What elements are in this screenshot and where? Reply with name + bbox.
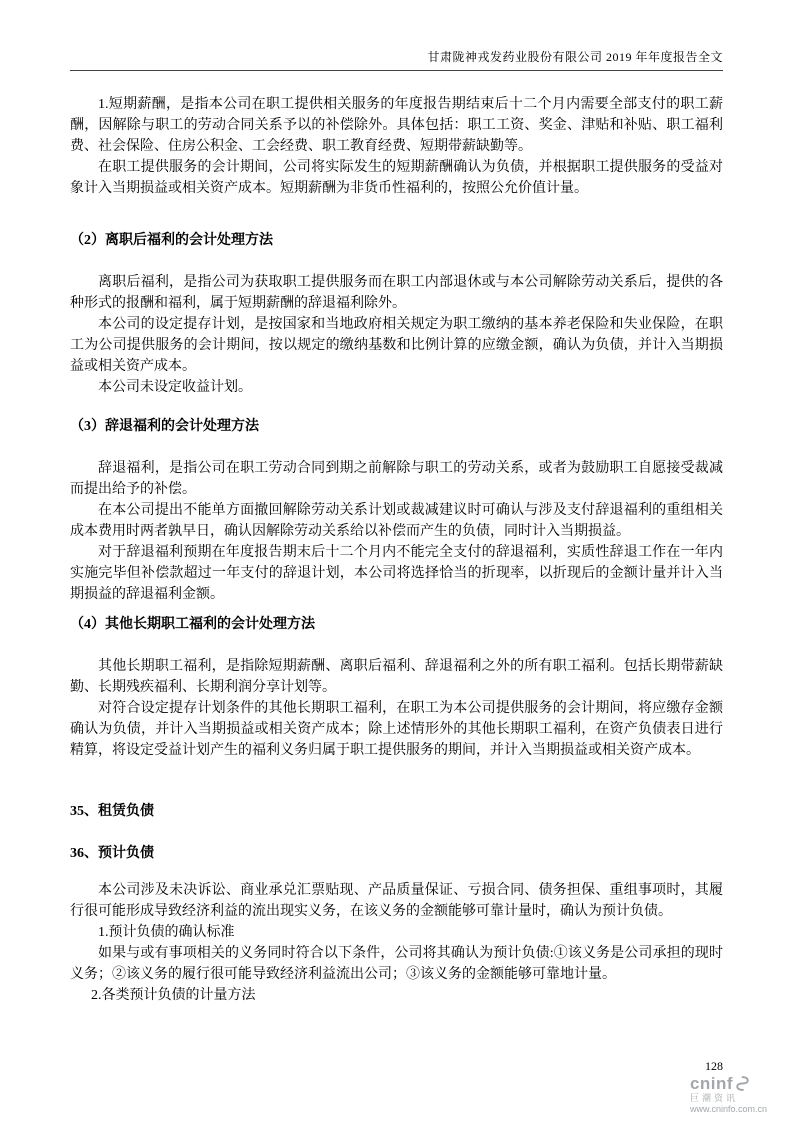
paragraph-short-term-compensation: 1.短期薪酬，是指本公司在职工提供相关服务的年度报告期结束后十二个月内需要全部支付的职工薪酬，因解除与职工的劳动合同关系予以的补偿除外。具体包括：职工工资、奖金、津贴和补贴、职工福利费、社会保险、住房公积金、工会经费、职工教育经费、短期带薪缺勤等。 bbox=[70, 97, 723, 154]
section-heading-other-long-term-benefits: （4）其他长期职工福利的会计处理方法 bbox=[70, 617, 315, 632]
paragraph-other-long-term-definition: 其他长期职工福利，是指除短期薪酬、离职后福利、辞退福利之外的所有职工福利。包括长期带薪缺勤、长期残疾福利、长期利润分享计划等。 bbox=[70, 659, 723, 695]
cninfo-name-text: 巨潮资讯 bbox=[689, 1093, 738, 1104]
cninfo-swirl-icon bbox=[735, 1076, 750, 1091]
section-heading-lease-liabilities: 35、租赁负债 bbox=[70, 804, 154, 819]
paragraph-estimated-liabilities-scope: 本公司涉及未决诉讼、商业承兑汇票贴现、产品质量保证、亏损合同、债务担保、重组事项时，其履行很可能形成导致经济利益的流出现实义务，在该义务的金额能够可靠计量时，确认为预计负债。 bbox=[70, 883, 723, 919]
list-item-recognition-criteria: 1.预计负债的确认标准 bbox=[98, 925, 235, 940]
paragraph-defined-contribution-plan: 本公司的设定提存计划，是按国家和当地政府相关规定为职工缴纳的基本养老保险和失业保险，在职工为公司提供服务的会计期间，按以规定的缴纳基数和比例计算的应缴金额，确认为负债，并计入当期损益或相关资产成本。 bbox=[70, 317, 723, 374]
paragraph-recognition-conditions: 如果与或有事项相关的义务同时符合以下条件，公司将其确认为预计负债:①该义务是公司承担的现时义务；②该义务的履行很可能导致经济利益流出公司；③该义务的金额能够可靠地计量。 bbox=[70, 946, 723, 982]
paragraph-short-term-recognition: 在职工提供服务的会计期间，公司将实际发生的短期薪酬确认为负债，并根据职工提供服务的受益对象计入当期损益或相关资产成本。短期薪酬为非货币性福利的，按照公允价值计量。 bbox=[70, 160, 723, 196]
paragraph-other-long-term-accounting: 对符合设定提存计划条件的其他长期职工福利，在职工为本公司提供服务的会计期间，将应缴存金额确认为负债，并计入当期损益或相关资产成本；除上述情形外的其他长期职工福利，在资产负债表日进行精算，将设定受益计划产生的福利义务归属于职工提供服务的期间，并计入当期损益或相关资产成本。 bbox=[70, 701, 723, 758]
cninfo-url-text: www.cninfo.com.cn bbox=[689, 1103, 767, 1114]
section-heading-post-employment-benefits: （2）离职后福利的会计处理方法 bbox=[70, 233, 273, 248]
cninfo-logo bbox=[690, 1074, 767, 1114]
document-body bbox=[70, 94, 723, 1006]
paragraph-termination-discount: 对于辞退福利预期在年度报告期末后十二个月内不能完全支付的辞退福利，实质性辞退工作在一年内实施完毕但补偿款超过一年支付的辞退计划，本公司将选择恰当的折现率，以折现后的金额计量并计入当期损益的辞退福利金额。 bbox=[70, 545, 723, 602]
paragraph-termination-recognition: 在本公司提出不能单方面撤回解除劳动关系计划或裁减建议时可确认与涉及支付辞退福利的重组相关成本费用时两者孰早日，确认因解除劳动关系给以补偿而产生的负债，同时计入当期损益。 bbox=[70, 503, 723, 539]
cninfo-brand-row bbox=[690, 1074, 767, 1094]
paragraph-post-employment-definition: 离职后福利，是指公司为获取职工提供服务而在职工内部退休或与本公司解除劳动关系后，提供的各种形式的报酬和福利，属于短期薪酬的辞退福利除外。 bbox=[70, 275, 723, 311]
section-heading-estimated-liabilities: 36、预计负债 bbox=[70, 846, 154, 861]
cninfo-brand-text: cninf bbox=[689, 1073, 734, 1093]
list-item-measurement-methods: 2.各类预计负债的计量方法 bbox=[91, 988, 256, 1003]
paragraph-termination-definition: 辞退福利，是指公司在职工劳动合同到期之前解除与职工的劳动关系，或者为鼓励职工自愿接受裁减而提出给予的补偿。 bbox=[70, 461, 723, 497]
section-heading-termination-benefits: （3）辞退福利的会计处理方法 bbox=[70, 419, 259, 434]
page-number: 128 bbox=[705, 1059, 723, 1073]
report-title: 甘肃陇神戎发药业股份有限公司 2019 年年度报告全文 bbox=[70, 48, 723, 71]
page-header bbox=[70, 0, 723, 71]
paragraph-no-defined-benefit-plan: 本公司未设定收益计划。 bbox=[98, 380, 252, 395]
